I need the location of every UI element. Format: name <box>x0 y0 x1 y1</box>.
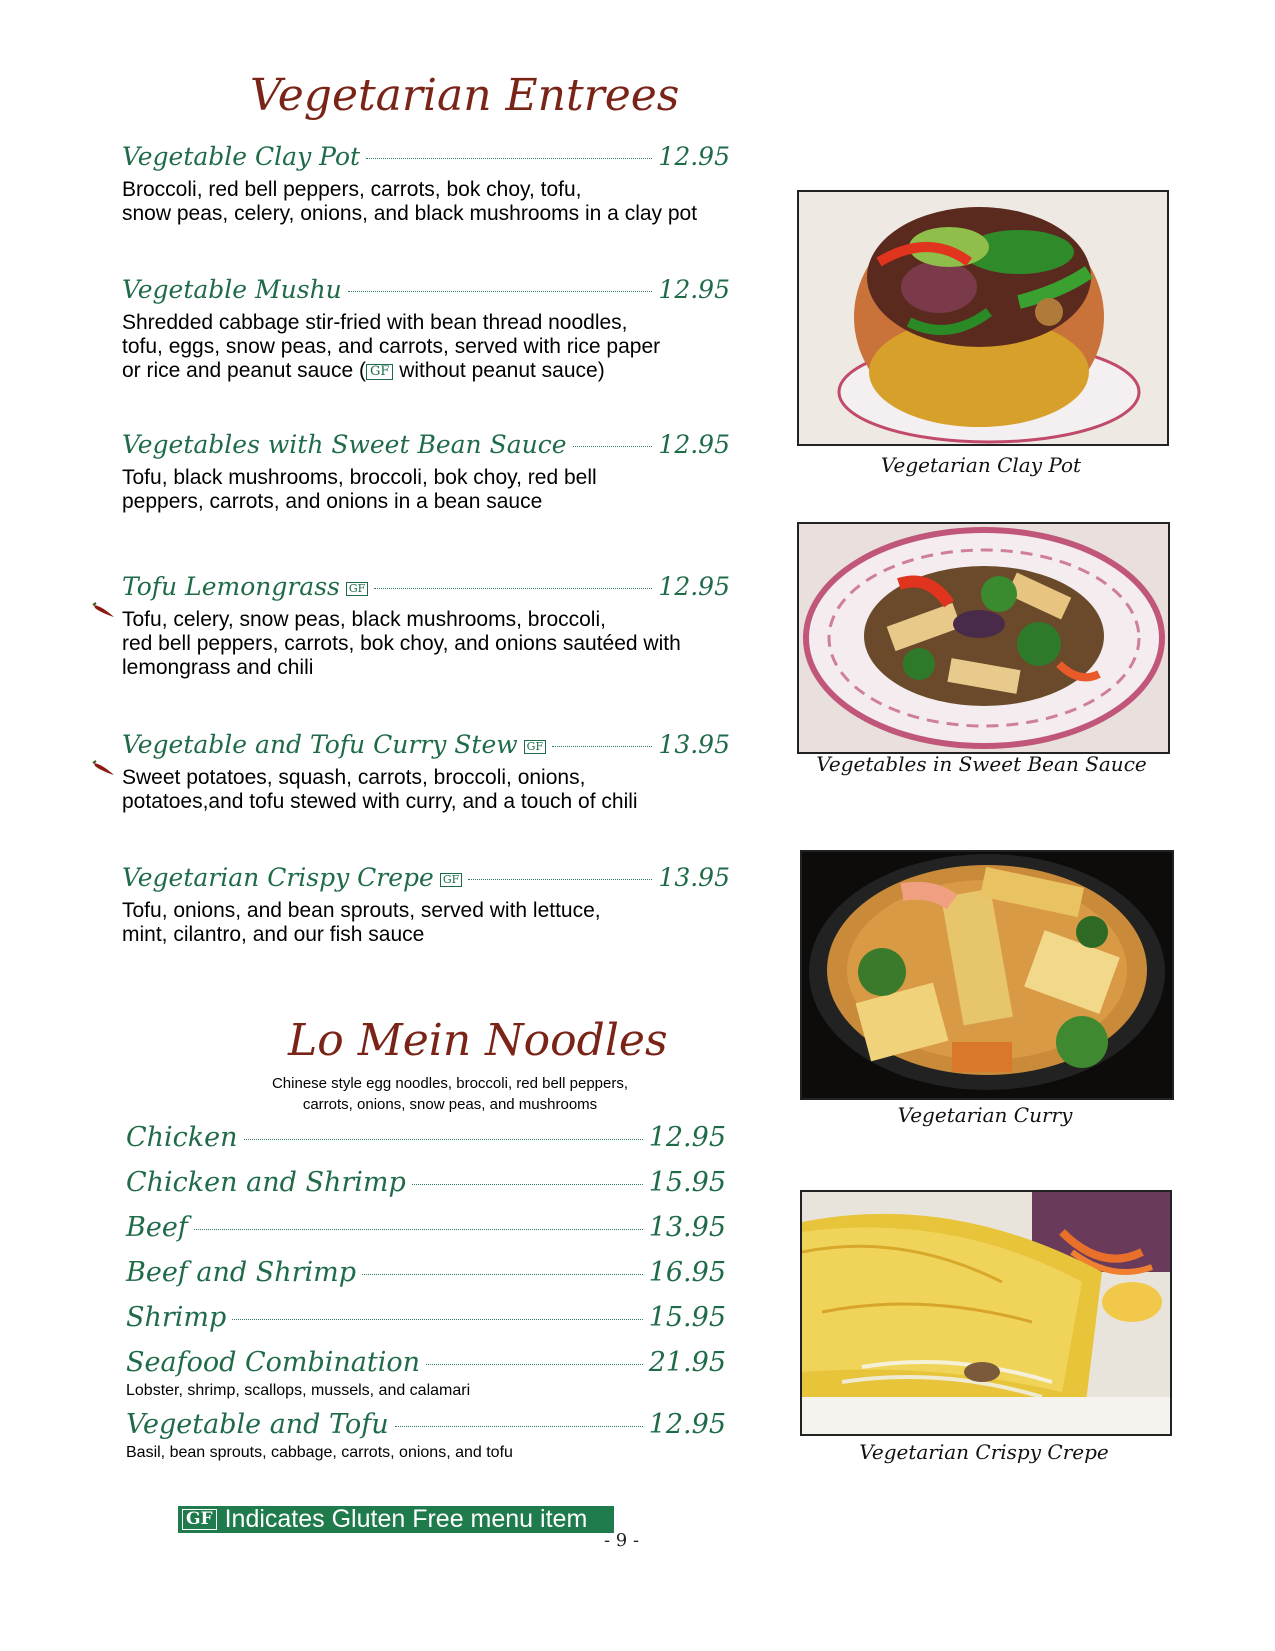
photo-vegetables-sweet-bean-sauce <box>797 522 1170 754</box>
photo-caption: Vegetarian Crispy Crepe <box>859 1440 1109 1464</box>
chili-pepper-icon <box>92 760 116 776</box>
item-description: Lobster, shrimp, scallops, mussels, and calamari <box>126 1382 471 1399</box>
dot-leader <box>244 1139 643 1140</box>
item-price: 15.95 <box>648 1167 726 1198</box>
photo-vegetarian-curry <box>800 850 1174 1100</box>
desc-text: or rice and peanut sauce ( <box>122 359 366 382</box>
item-description-line <box>122 359 730 383</box>
menu-item-vegetables-sweet-bean-sauce <box>122 430 730 514</box>
item-price: 12.95 <box>658 572 730 601</box>
item-name: Vegetable and Tofu <box>126 1409 389 1440</box>
menu-item-beef-and-shrimp <box>126 1257 726 1291</box>
item-name: Shrimp <box>126 1302 227 1333</box>
dot-leader <box>468 879 652 880</box>
item-name: Tofu Lemongrass <box>122 572 340 601</box>
chili-pepper-icon <box>92 602 116 618</box>
photo-caption: Vegetables in Sweet Bean Sauce <box>816 752 1147 776</box>
menu-item-vegetable-and-tofu <box>126 1409 726 1463</box>
photo-vegetarian-crispy-crepe <box>800 1190 1172 1436</box>
dot-leader <box>194 1229 643 1230</box>
menu-item-beef <box>126 1212 726 1246</box>
section-intro <box>200 1073 700 1115</box>
dot-leader <box>374 588 652 589</box>
dot-leader <box>395 1426 643 1427</box>
dot-leader <box>412 1184 643 1185</box>
item-price: 12.95 <box>648 1122 726 1153</box>
item-description-line: Tofu, black mushrooms, broccoli, bok choy, red bell <box>122 466 597 489</box>
item-name: Vegetables with Sweet Bean Sauce <box>122 430 567 459</box>
item-name: Chicken and Shrimp <box>126 1167 406 1198</box>
item-name: Vegetable and Tofu Curry Stew <box>122 730 518 759</box>
item-description: Basil, bean sprouts, cabbage, carrots, onions, and tofu <box>126 1444 513 1461</box>
menu-item-tofu-lemongrass <box>122 572 730 680</box>
menu-item-vegetarian-crispy-crepe <box>122 863 730 947</box>
photo-vegetarian-clay-pot <box>797 190 1169 446</box>
dot-leader <box>573 446 653 447</box>
item-price: 21.95 <box>648 1347 726 1378</box>
menu-item-seafood-combination <box>126 1347 726 1401</box>
item-name: Beef and Shrimp <box>126 1257 357 1288</box>
item-description <box>122 608 730 680</box>
item-description-line: Tofu, celery, snow peas, black mushrooms, broccoli, <box>122 608 606 631</box>
menu-item-chicken <box>126 1122 726 1156</box>
item-price: 16.95 <box>648 1257 726 1288</box>
item-description-line: Broccoli, red bell peppers, carrots, bok choy, tofu, <box>122 178 582 201</box>
item-price: 12.95 <box>658 142 730 171</box>
photo-caption: Vegetarian Clay Pot <box>880 453 1082 477</box>
item-description <box>122 311 730 383</box>
intro-line: Chinese style egg noodles, broccoli, red bell peppers, <box>271 1075 629 1092</box>
item-description-line: tofu, eggs, snow peas, and carrots, served with rice paper <box>122 335 661 358</box>
gluten-free-legend-badge: GF <box>182 1509 217 1530</box>
item-description-line: Tofu, onions, and bean sprouts, served with lettuce, <box>122 899 601 922</box>
item-description-line: peppers, carrots, and onions in a bean sauce <box>122 490 543 513</box>
menu-item-vegetable-clay-pot <box>122 142 730 226</box>
gluten-free-badge: GF <box>524 740 546 754</box>
item-description-line: mint, cilantro, and our fish sauce <box>122 923 425 946</box>
item-name: Chicken <box>126 1122 238 1153</box>
dot-leader <box>362 1274 643 1275</box>
desc-text: without peanut sauce) <box>393 359 605 382</box>
dot-leader <box>348 291 653 292</box>
item-price: 12.95 <box>648 1409 726 1440</box>
item-name: Vegetable Clay Pot <box>122 142 361 171</box>
gluten-free-badge: GF <box>440 873 462 887</box>
dot-leader <box>552 746 652 747</box>
menu-item-shrimp <box>126 1302 726 1336</box>
item-description-line: potatoes,and tofu stewed with curry, and a touch of chili <box>122 790 638 813</box>
item-price: 15.95 <box>648 1302 726 1333</box>
item-description-line: red bell peppers, carrots, bok choy, and onions sautéed with <box>122 632 681 655</box>
item-price: 13.95 <box>658 863 730 892</box>
section-title-lo-mein-noodles: Lo Mein Noodles <box>288 1015 668 1066</box>
item-price: 12.95 <box>658 430 730 459</box>
page-number: - 9 - <box>604 1530 640 1551</box>
gluten-free-badge: GF <box>366 364 393 380</box>
item-name: Vegetable Mushu <box>122 275 342 304</box>
gluten-free-badge: GF <box>346 582 368 596</box>
gluten-free-legend-text: Indicates Gluten Free menu item <box>224 1505 588 1533</box>
item-description-line: lemongrass and chili <box>122 656 314 679</box>
item-price: 12.95 <box>658 275 730 304</box>
item-description <box>122 466 730 514</box>
item-description-line: Shredded cabbage stir-fried with bean thread noodles, <box>122 311 628 334</box>
photo-caption: Vegetarian Curry <box>897 1103 1073 1127</box>
menu-item-vegetable-mushu <box>122 275 730 383</box>
item-description-line: Sweet potatoes, squash, carrots, broccoli, onions, <box>122 766 586 789</box>
item-description <box>122 899 730 947</box>
dot-leader <box>426 1364 643 1365</box>
dot-leader <box>366 158 652 159</box>
dot-leader <box>232 1319 642 1320</box>
item-price: 13.95 <box>658 730 730 759</box>
gluten-free-legend <box>178 1506 614 1533</box>
item-price: 13.95 <box>648 1212 726 1243</box>
item-name: Beef <box>126 1212 188 1243</box>
section-title-vegetarian-entrees: Vegetarian Entrees <box>250 70 680 121</box>
item-description <box>122 178 730 226</box>
item-name: Seafood Combination <box>126 1347 420 1378</box>
item-description <box>122 766 730 814</box>
item-name: Vegetarian Crispy Crepe <box>122 863 434 892</box>
intro-line: carrots, onions, snow peas, and mushrooms <box>302 1096 598 1113</box>
item-description-line: snow peas, celery, onions, and black mushrooms in a clay pot <box>122 202 698 225</box>
menu-item-vegetable-tofu-curry-stew <box>122 730 730 814</box>
menu-item-chicken-and-shrimp <box>126 1167 726 1201</box>
